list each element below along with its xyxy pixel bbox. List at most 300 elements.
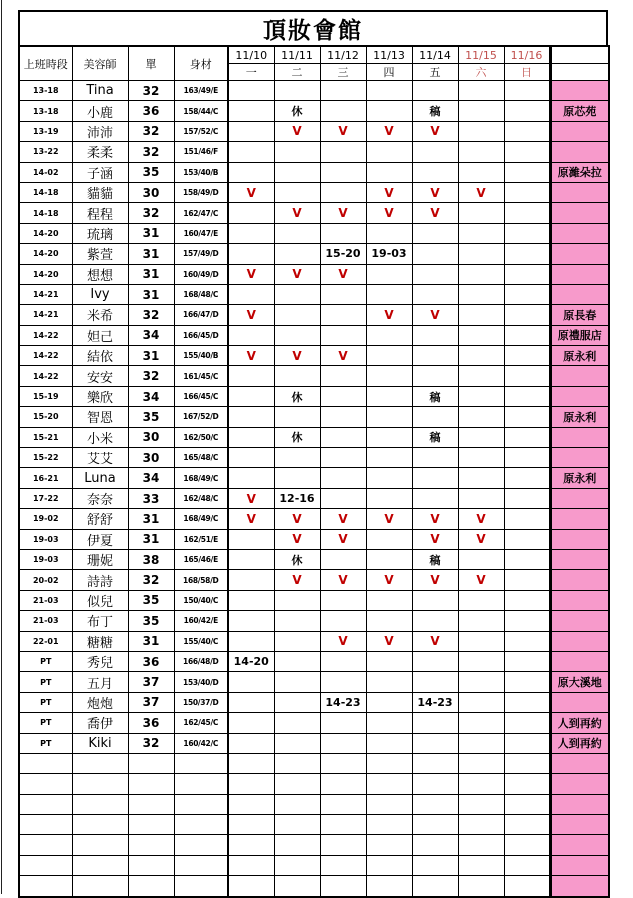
- day-cell: [228, 386, 274, 406]
- day-entry: 14-23: [412, 692, 458, 712]
- header-weekday: 三: [320, 64, 366, 81]
- header-shift: 上班時段: [19, 46, 72, 81]
- day-cell: [366, 386, 412, 406]
- stylist-name: Kiki: [72, 733, 128, 753]
- empty-cell: [504, 815, 550, 835]
- note-cell: [550, 366, 609, 386]
- empty-cell: [174, 794, 228, 814]
- day-cell: [458, 346, 504, 366]
- shift-cell: 21-03: [19, 611, 72, 631]
- cup-cell: 31: [128, 529, 174, 549]
- note-cell: 人到再約: [550, 713, 609, 733]
- day-cell: [458, 366, 504, 386]
- check-mark: V: [458, 529, 504, 549]
- stylist-row: [19, 121, 609, 141]
- empty-cell: [320, 855, 366, 875]
- check-mark: V: [458, 570, 504, 590]
- stylist-name: 艾艾: [72, 448, 128, 468]
- day-cell: [412, 672, 458, 692]
- day-cell: [412, 590, 458, 610]
- day-cell: [320, 713, 366, 733]
- note-cell: [550, 244, 609, 264]
- day-cell: [412, 81, 458, 101]
- stylist-name: 子涵: [72, 162, 128, 182]
- empty-cell: [320, 876, 366, 897]
- note-cell: [550, 488, 609, 508]
- cup-cell: 32: [128, 81, 174, 101]
- cup-cell: 31: [128, 223, 174, 243]
- day-cell: [320, 305, 366, 325]
- cup-cell: 36: [128, 713, 174, 733]
- cup-cell: 37: [128, 692, 174, 712]
- cup-cell: 37: [128, 672, 174, 692]
- stylist-row: [19, 488, 609, 508]
- day-cell: [504, 468, 550, 488]
- day-cell: [366, 549, 412, 569]
- body-cell: 158/44/C: [174, 101, 228, 121]
- empty-cell: [320, 794, 366, 814]
- day-cell: [274, 223, 320, 243]
- body-cell: 167/52/D: [174, 407, 228, 427]
- day-entry: 12-16: [274, 488, 320, 508]
- empty-cell: [72, 815, 128, 835]
- check-mark: V: [366, 182, 412, 202]
- day-cell: [458, 284, 504, 304]
- body-cell: 160/47/E: [174, 223, 228, 243]
- cup-cell: 36: [128, 101, 174, 121]
- shift-cell: 13-22: [19, 142, 72, 162]
- day-cell: [274, 590, 320, 610]
- day-cell: [366, 346, 412, 366]
- day-cell: [504, 182, 550, 202]
- body-cell: 165/46/E: [174, 549, 228, 569]
- empty-row: [19, 815, 609, 835]
- empty-cell: [128, 855, 174, 875]
- day-cell: [504, 305, 550, 325]
- day-cell: [412, 713, 458, 733]
- day-cell: [228, 203, 274, 223]
- shift-cell: 22-01: [19, 631, 72, 651]
- empty-cell: [19, 876, 72, 897]
- note-cell: [550, 427, 609, 447]
- body-cell: 165/48/C: [174, 448, 228, 468]
- body-cell: 162/51/E: [174, 529, 228, 549]
- empty-cell: [72, 774, 128, 794]
- day-cell: [274, 162, 320, 182]
- check-mark: V: [228, 264, 274, 284]
- day-cell: [228, 244, 274, 264]
- day-cell: [366, 590, 412, 610]
- empty-cell: [228, 876, 274, 897]
- empty-cell: [550, 876, 609, 897]
- stylist-name: 奈奈: [72, 488, 128, 508]
- check-mark: V: [228, 509, 274, 529]
- stylist-row: [19, 631, 609, 651]
- empty-cell: [128, 753, 174, 773]
- day-entry: 14-20: [228, 651, 274, 671]
- day-cell: [504, 509, 550, 529]
- check-mark: V: [320, 121, 366, 141]
- stylist-row: [19, 672, 609, 692]
- day-cell: [412, 448, 458, 468]
- stylist-name: 結依: [72, 346, 128, 366]
- cup-cell: 35: [128, 611, 174, 631]
- empty-cell: [504, 753, 550, 773]
- shift-cell: 17-22: [19, 488, 72, 508]
- stylist-name: 妲己: [72, 325, 128, 345]
- day-cell: [228, 631, 274, 651]
- body-cell: 157/52/C: [174, 121, 228, 141]
- stylist-row: [19, 713, 609, 733]
- day-cell: [458, 162, 504, 182]
- shift-cell: 14-20: [19, 223, 72, 243]
- day-cell: [228, 142, 274, 162]
- stylist-row: [19, 733, 609, 753]
- body-cell: 168/49/C: [174, 468, 228, 488]
- body-cell: 166/48/D: [174, 651, 228, 671]
- check-mark: V: [320, 346, 366, 366]
- day-cell: [228, 81, 274, 101]
- stylist-row: [19, 81, 609, 101]
- header-stylist: 美容師: [72, 46, 128, 81]
- note-cell: 原永利: [550, 407, 609, 427]
- check-mark: V: [366, 121, 412, 141]
- day-cell: [366, 407, 412, 427]
- stylist-row: [19, 203, 609, 223]
- day-cell: [458, 264, 504, 284]
- check-mark: V: [274, 570, 320, 590]
- stylist-row: [19, 325, 609, 345]
- empty-cell: [128, 876, 174, 897]
- day-cell: [366, 672, 412, 692]
- empty-cell: [72, 794, 128, 814]
- day-cell: [320, 468, 366, 488]
- empty-cell: [550, 835, 609, 855]
- note-cell: 原濰朵拉: [550, 162, 609, 182]
- day-cell: [366, 448, 412, 468]
- shift-cell: 19-03: [19, 529, 72, 549]
- empty-cell: [19, 774, 72, 794]
- body-cell: 166/45/D: [174, 325, 228, 345]
- check-mark: V: [412, 570, 458, 590]
- check-mark: V: [320, 203, 366, 223]
- day-cell: [320, 101, 366, 121]
- stylist-row: [19, 570, 609, 590]
- header-weekday: 二: [274, 64, 320, 81]
- header-date: 11/11: [274, 46, 320, 64]
- note-cell: 原大溪地: [550, 672, 609, 692]
- day-cell: [412, 651, 458, 671]
- check-mark: V: [458, 182, 504, 202]
- header-weekday: 日: [504, 64, 550, 81]
- empty-cell: [19, 794, 72, 814]
- day-cell: [504, 386, 550, 406]
- check-mark: V: [412, 305, 458, 325]
- day-cell: [366, 264, 412, 284]
- day-cell: [228, 121, 274, 141]
- cup-cell: 30: [128, 448, 174, 468]
- day-cell: [458, 305, 504, 325]
- stylist-name: 琉璃: [72, 223, 128, 243]
- cup-cell: 30: [128, 182, 174, 202]
- note-cell: [550, 81, 609, 101]
- stylist-row: [19, 101, 609, 121]
- note-cell: [550, 651, 609, 671]
- shift-cell: 19-03: [19, 549, 72, 569]
- day-cell: [320, 448, 366, 468]
- day-cell: [458, 101, 504, 121]
- stylist-name: 貓貓: [72, 182, 128, 202]
- day-cell: [504, 244, 550, 264]
- note-cell: [550, 590, 609, 610]
- header-body: 身材: [174, 46, 228, 81]
- empty-cell: [458, 774, 504, 794]
- empty-row: [19, 774, 609, 794]
- day-cell: [458, 448, 504, 468]
- day-cell: [458, 427, 504, 447]
- empty-cell: [366, 794, 412, 814]
- day-cell: [412, 366, 458, 386]
- body-cell: 150/37/D: [174, 692, 228, 712]
- note-cell: [550, 529, 609, 549]
- stylist-row: [19, 386, 609, 406]
- day-cell: [458, 672, 504, 692]
- day-cell: [458, 203, 504, 223]
- shift-cell: 15-20: [19, 407, 72, 427]
- day-cell: [274, 651, 320, 671]
- stylist-name: Ivy: [72, 284, 128, 304]
- schedule-sheet: [18, 10, 608, 898]
- day-cell: [504, 203, 550, 223]
- header-date: 11/10: [228, 46, 274, 64]
- body-cell: 151/46/F: [174, 142, 228, 162]
- shift-cell: 14-22: [19, 366, 72, 386]
- body-cell: 153/40/D: [174, 672, 228, 692]
- note-cell: [550, 121, 609, 141]
- day-cell: [274, 692, 320, 712]
- stylist-row: [19, 468, 609, 488]
- shift-cell: 15-22: [19, 448, 72, 468]
- note-cell: [550, 284, 609, 304]
- body-cell: 166/45/C: [174, 386, 228, 406]
- day-cell: [320, 182, 366, 202]
- empty-cell: [174, 876, 228, 897]
- day-entry: 稿: [412, 427, 458, 447]
- day-cell: [504, 611, 550, 631]
- cup-cell: 30: [128, 427, 174, 447]
- day-entry: 休: [274, 101, 320, 121]
- day-cell: [504, 651, 550, 671]
- stylist-row: [19, 366, 609, 386]
- check-mark: V: [366, 570, 412, 590]
- day-cell: [228, 223, 274, 243]
- empty-cell: [550, 753, 609, 773]
- empty-cell: [504, 855, 550, 875]
- note-cell: 人到再約: [550, 733, 609, 753]
- day-cell: [274, 366, 320, 386]
- stylist-name: 似兒: [72, 590, 128, 610]
- empty-cell: [228, 835, 274, 855]
- day-cell: [366, 713, 412, 733]
- shift-cell: 15-19: [19, 386, 72, 406]
- cup-cell: 35: [128, 407, 174, 427]
- stylist-row: [19, 651, 609, 671]
- stylist-row: [19, 305, 609, 325]
- cup-cell: 32: [128, 142, 174, 162]
- day-cell: [504, 325, 550, 345]
- shift-cell: PT: [19, 733, 72, 753]
- header-note: [550, 46, 609, 64]
- cup-cell: 32: [128, 121, 174, 141]
- day-entry: 稿: [412, 386, 458, 406]
- day-cell: [504, 121, 550, 141]
- day-entry: 休: [274, 549, 320, 569]
- day-cell: [228, 366, 274, 386]
- cup-cell: 31: [128, 346, 174, 366]
- cup-cell: 32: [128, 570, 174, 590]
- empty-cell: [412, 815, 458, 835]
- cup-cell: 32: [128, 203, 174, 223]
- note-cell: [550, 570, 609, 590]
- day-cell: [274, 142, 320, 162]
- empty-cell: [72, 753, 128, 773]
- day-cell: [458, 325, 504, 345]
- day-cell: [412, 611, 458, 631]
- day-cell: [504, 672, 550, 692]
- day-cell: [504, 264, 550, 284]
- day-cell: [504, 590, 550, 610]
- empty-row: [19, 753, 609, 773]
- empty-cell: [72, 855, 128, 875]
- empty-cell: [228, 753, 274, 773]
- day-cell: [504, 284, 550, 304]
- empty-cell: [412, 876, 458, 897]
- stylist-row: [19, 448, 609, 468]
- note-cell: 原芯苑: [550, 101, 609, 121]
- stylist-name: 秀兒: [72, 651, 128, 671]
- note-cell: [550, 448, 609, 468]
- note-cell: [550, 692, 609, 712]
- stylist-name: 舒舒: [72, 509, 128, 529]
- day-cell: [366, 223, 412, 243]
- check-mark: V: [366, 305, 412, 325]
- empty-cell: [228, 794, 274, 814]
- empty-row: [19, 794, 609, 814]
- stylist-row: [19, 142, 609, 162]
- cup-cell: 36: [128, 651, 174, 671]
- cup-cell: 34: [128, 468, 174, 488]
- stylist-row: [19, 611, 609, 631]
- empty-cell: [274, 876, 320, 897]
- day-cell: [504, 733, 550, 753]
- empty-cell: [366, 835, 412, 855]
- check-mark: V: [274, 121, 320, 141]
- stylist-name: 五月: [72, 672, 128, 692]
- day-cell: [412, 284, 458, 304]
- shift-cell: 21-03: [19, 590, 72, 610]
- empty-cell: [228, 815, 274, 835]
- empty-cell: [458, 876, 504, 897]
- shift-cell: 14-21: [19, 284, 72, 304]
- day-cell: [504, 692, 550, 712]
- header-row-dates: [19, 46, 609, 64]
- note-cell: 原永利: [550, 468, 609, 488]
- note-cell: [550, 386, 609, 406]
- check-mark: V: [366, 203, 412, 223]
- day-cell: [504, 529, 550, 549]
- day-cell: [366, 81, 412, 101]
- day-cell: [320, 733, 366, 753]
- day-cell: [320, 386, 366, 406]
- empty-cell: [412, 753, 458, 773]
- day-cell: [320, 590, 366, 610]
- shift-cell: 14-18: [19, 182, 72, 202]
- day-cell: [320, 549, 366, 569]
- body-cell: 168/49/C: [174, 509, 228, 529]
- body-cell: 162/50/C: [174, 427, 228, 447]
- header-weekday: 一: [228, 64, 274, 81]
- note-cell: 原禮服店: [550, 325, 609, 345]
- day-cell: [320, 223, 366, 243]
- note-cell: [550, 509, 609, 529]
- stylist-name: Tina: [72, 81, 128, 101]
- empty-cell: [504, 794, 550, 814]
- day-cell: [504, 488, 550, 508]
- stylist-row: [19, 427, 609, 447]
- empty-cell: [550, 774, 609, 794]
- stylist-name: 程程: [72, 203, 128, 223]
- day-cell: [366, 611, 412, 631]
- day-cell: [504, 101, 550, 121]
- empty-cell: [274, 753, 320, 773]
- day-cell: [504, 549, 550, 569]
- cup-cell: 31: [128, 631, 174, 651]
- day-cell: [458, 244, 504, 264]
- shift-cell: 19-02: [19, 509, 72, 529]
- day-entry: 19-03: [366, 244, 412, 264]
- body-cell: 155/40/C: [174, 631, 228, 651]
- day-cell: [504, 142, 550, 162]
- shift-cell: 20-02: [19, 570, 72, 590]
- cup-cell: 34: [128, 386, 174, 406]
- check-mark: V: [228, 488, 274, 508]
- check-mark: V: [412, 203, 458, 223]
- stylist-row: [19, 509, 609, 529]
- shift-cell: 16-21: [19, 468, 72, 488]
- day-cell: [320, 142, 366, 162]
- note-cell: [550, 631, 609, 651]
- header-date: 11/13: [366, 46, 412, 64]
- day-cell: [412, 346, 458, 366]
- day-cell: [458, 121, 504, 141]
- day-cell: [228, 427, 274, 447]
- empty-cell: [128, 815, 174, 835]
- stylist-name: 伊夏: [72, 529, 128, 549]
- empty-cell: [228, 855, 274, 875]
- day-cell: [504, 427, 550, 447]
- empty-cell: [458, 855, 504, 875]
- empty-row: [19, 876, 609, 897]
- day-cell: [412, 407, 458, 427]
- day-cell: [504, 570, 550, 590]
- day-cell: [504, 346, 550, 366]
- day-cell: [366, 101, 412, 121]
- note-cell: [550, 264, 609, 284]
- empty-cell: [19, 753, 72, 773]
- body-cell: 168/48/C: [174, 284, 228, 304]
- day-entry: 14-23: [320, 692, 366, 712]
- empty-cell: [366, 774, 412, 794]
